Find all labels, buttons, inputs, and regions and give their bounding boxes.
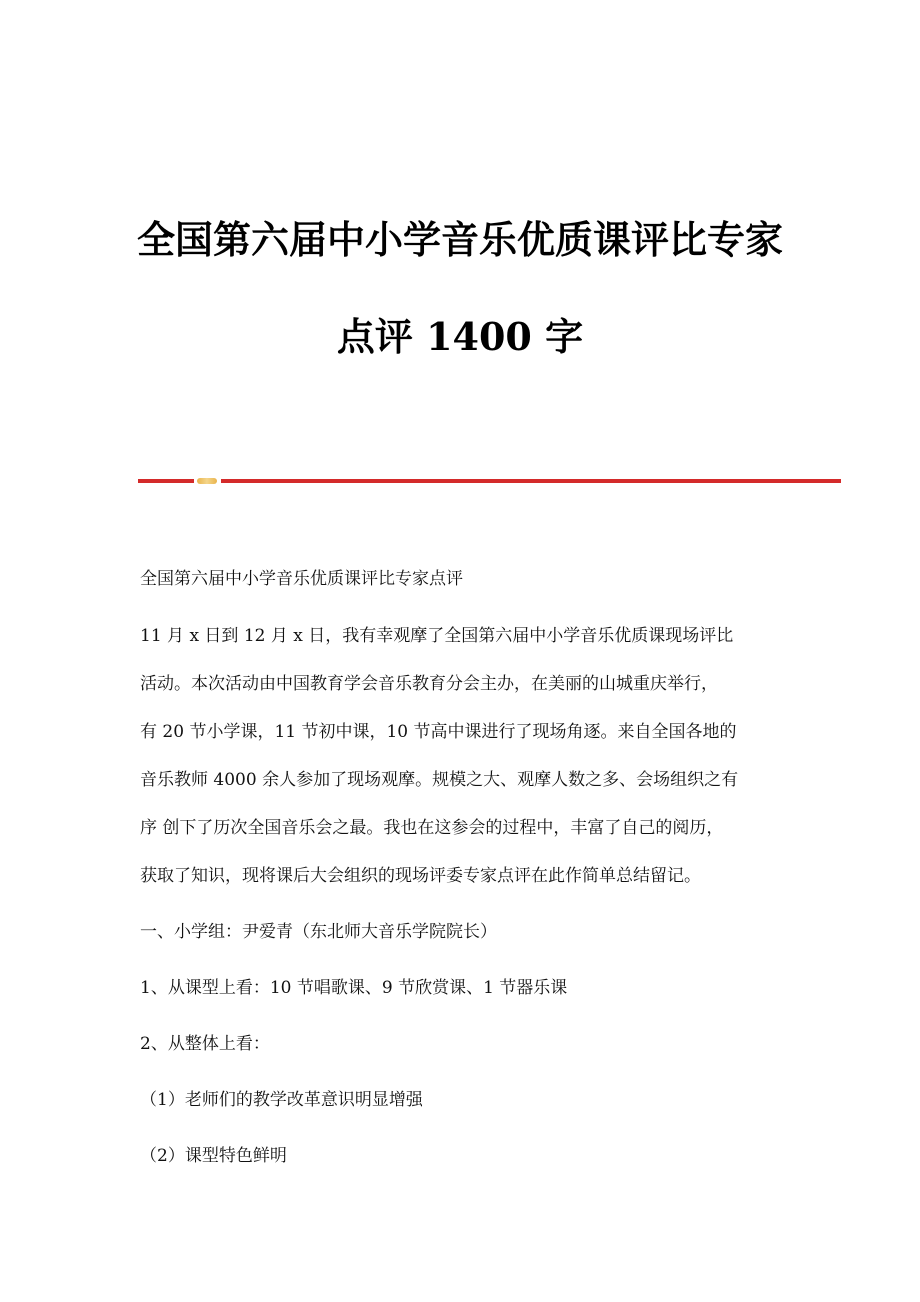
sub-list-item: （2）课型特色鲜明 [140,1146,287,1166]
paragraph-line: 11 月 x 日到 12 月 x 日，我有幸观摩了全国第六届中小学音乐优质课现场评比 [140,626,734,646]
list-item: 2、从整体上看： [140,1034,270,1054]
paragraph-line: 音乐教师 4000 余人参加了现场观摩。规模之大、观摩人数之多、会场组织之有 [140,770,739,790]
paragraph-line: 活动。本次活动由中国教育学会音乐教育分会主办，在美丽的山城重庆举行， [140,674,718,694]
paragraph-line: 有 20 节小学课，11 节初中课，10 节高中课进行了现场角逐。来自全国各地的 [140,722,737,742]
document-title-line-2: 点评 1400 字 [336,314,584,359]
section-heading-primary: 一、小学组：尹爱青（东北师大音乐学院院长） [140,922,497,942]
document-title-line-1: 全国第六届中小学音乐优质课评比专家 [136,217,783,262]
body-heading: 全国第六届中小学音乐优质课评比专家点评 [140,569,463,589]
paragraph-line: 获取了知识，现将课后大会组织的现场评委专家点评在此作简单总结留记。 [140,866,701,886]
paragraph-line: 序 创下了历次全国音乐会之最。我也在这参会的过程中，丰富了自己的阅历， [140,818,724,838]
divider-ornament-icon [197,478,217,484]
list-item: 1、从课型上看：10 节唱歌课、9 节欣赏课、1 节器乐课 [140,978,568,998]
divider-left-bar [138,479,194,483]
divider-right-bar [221,479,841,483]
sub-list-item: （1）老师们的教学改革意识明显增强 [140,1090,423,1110]
title-divider [138,478,841,484]
